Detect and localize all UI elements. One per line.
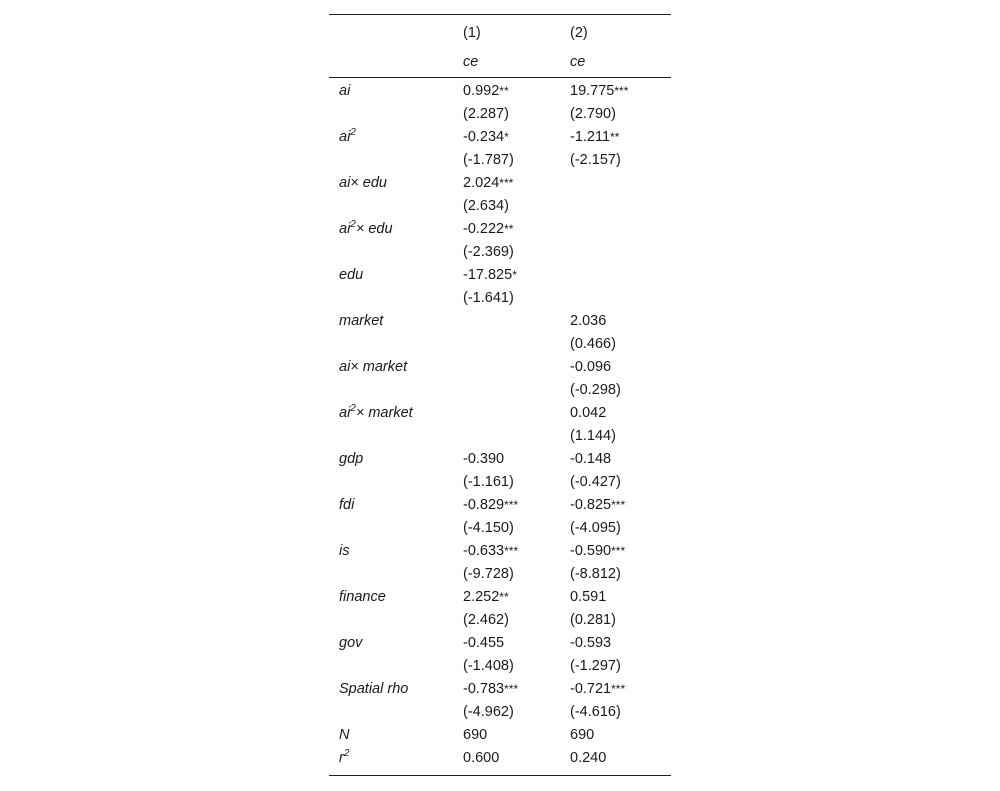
- cell-model-1: [463, 151, 514, 170]
- cell-model-1: [463, 174, 513, 193]
- cell-model-2: [570, 542, 625, 561]
- cell-value: (-1.161): [463, 474, 514, 490]
- cell-value: (-4.616): [570, 704, 621, 720]
- table-row: [329, 218, 671, 241]
- table-row: [329, 172, 671, 195]
- cell-value: -1.211: [570, 129, 611, 145]
- significance-stars: **: [504, 222, 514, 236]
- cell-value: (2.790): [570, 106, 616, 122]
- cell-model-1: [463, 588, 509, 607]
- cell-value: (2.462): [463, 612, 509, 628]
- cell-model-1: [463, 611, 509, 630]
- cell-value: 0.042: [570, 405, 607, 421]
- cell-model-1: [463, 82, 509, 101]
- row-label-base: ai: [339, 405, 351, 421]
- row-label-suffix: × edu: [350, 175, 387, 191]
- cell-model-2: [570, 565, 621, 584]
- table-row: [329, 356, 671, 379]
- table-row: [329, 126, 671, 149]
- cell-model-1: [463, 220, 513, 239]
- row-label-base: fdi: [339, 497, 355, 513]
- cell-model-2: [570, 427, 616, 446]
- row-label: [339, 634, 362, 653]
- row-label: [339, 404, 413, 423]
- cell-value: -0.721: [570, 681, 612, 697]
- table-body: [329, 78, 671, 770]
- table-row: [329, 632, 671, 655]
- row-label-base: gov: [339, 635, 363, 651]
- cell-value: (-1.408): [463, 658, 514, 674]
- table-row: [329, 586, 671, 609]
- cell-model-2: [570, 128, 619, 147]
- cell-value: 690: [570, 727, 595, 743]
- cell-value: (-4.150): [463, 520, 514, 536]
- cell-model-1: [463, 565, 514, 584]
- cell-value: 0.600: [463, 750, 500, 766]
- cell-value: 19.775: [570, 83, 615, 99]
- table-row: [329, 563, 671, 586]
- row-label: [339, 588, 386, 607]
- cell-model-2: [570, 151, 621, 170]
- cell-value: (-8.812): [570, 566, 621, 582]
- cell-value: (1.144): [570, 428, 616, 444]
- cell-model-1: [463, 473, 514, 492]
- cell-value: -0.222: [463, 221, 505, 237]
- cell-value: (-1.641): [463, 290, 514, 306]
- table-row: [329, 80, 671, 103]
- cell-model-1: [463, 289, 514, 308]
- cell-model-1: [463, 519, 514, 538]
- cell-model-2: [570, 312, 606, 331]
- table-row: [329, 655, 671, 678]
- depvar-header-1: ce: [463, 54, 479, 70]
- cell-value: -0.633: [463, 543, 505, 559]
- significance-stars: ***: [504, 498, 519, 512]
- cell-model-1: [463, 703, 514, 722]
- cell-value: (-4.095): [570, 520, 621, 536]
- significance-stars: *: [512, 268, 517, 282]
- table-row: [329, 494, 671, 517]
- cell-model-1: [463, 197, 509, 216]
- row-label: [339, 128, 356, 147]
- cell-value: 0.240: [570, 750, 607, 766]
- cell-model-2: [570, 381, 621, 400]
- table-row: [329, 103, 671, 126]
- table-row: [329, 379, 671, 402]
- cell-value: (0.466): [570, 336, 616, 352]
- cell-model-1: [463, 243, 514, 262]
- row-label-suffix: × market: [350, 359, 408, 375]
- depvar-header-2: ce: [570, 54, 586, 70]
- table-row: [329, 333, 671, 356]
- cell-model-2: [570, 749, 606, 768]
- cell-value: (-1.297): [570, 658, 621, 674]
- significance-stars: **: [499, 590, 509, 604]
- row-label-base: is: [339, 543, 350, 559]
- table-row: [329, 402, 671, 425]
- cell-model-1: [463, 680, 518, 699]
- cell-value: (-4.962): [463, 704, 514, 720]
- row-label: [339, 726, 349, 745]
- cell-value: (2.287): [463, 106, 509, 122]
- table-row: [329, 678, 671, 701]
- cell-value: -17.825: [463, 267, 513, 283]
- table-row: [329, 195, 671, 218]
- row-label: [339, 496, 354, 515]
- cell-model-1: [463, 105, 509, 124]
- significance-stars: *: [504, 130, 509, 144]
- cell-value: 2.024: [463, 175, 500, 191]
- significance-stars: ***: [611, 544, 626, 558]
- cell-value: 2.036: [570, 313, 607, 329]
- cell-value: (0.281): [570, 612, 616, 628]
- cell-value: -0.590: [570, 543, 612, 559]
- cell-model-2: [570, 588, 606, 607]
- table-row: [329, 448, 671, 471]
- row-label-base: ai: [339, 129, 351, 145]
- significance-stars: ***: [504, 544, 519, 558]
- row-label-base: r: [339, 750, 344, 766]
- significance-stars: ***: [614, 84, 629, 98]
- row-label-suffix: × edu: [355, 221, 393, 237]
- cell-model-2: [570, 335, 616, 354]
- row-label: [339, 266, 363, 285]
- table-row: [329, 287, 671, 310]
- row-label-base: finance: [339, 589, 386, 605]
- cell-value: (-9.728): [463, 566, 514, 582]
- table-row: [329, 310, 671, 333]
- row-label-base: Spatial rho: [339, 681, 409, 697]
- row-label: [339, 312, 383, 331]
- column-header-2: (2): [570, 25, 588, 41]
- row-label-superscript: 2: [350, 127, 356, 138]
- cell-value: (-1.787): [463, 152, 514, 168]
- cell-model-2: [570, 358, 611, 377]
- row-label-suffix: × market: [355, 405, 413, 421]
- header-row-depvars: [329, 46, 671, 77]
- cell-value: 0.992: [463, 83, 500, 99]
- table-row: [329, 471, 671, 494]
- cell-model-2: [570, 105, 616, 124]
- significance-stars: ***: [611, 682, 626, 696]
- table-row: [329, 701, 671, 724]
- cell-model-1: [463, 542, 518, 561]
- table-row: [329, 724, 671, 747]
- row-label: [339, 542, 349, 561]
- header-row-columns: [329, 15, 671, 46]
- cell-model-1: [463, 726, 487, 745]
- significance-stars: ***: [499, 176, 514, 190]
- cell-value: (-0.427): [570, 474, 621, 490]
- cell-model-2: [570, 657, 621, 676]
- cell-model-2: [570, 726, 594, 745]
- cell-model-2: [570, 496, 625, 515]
- cell-model-2: [570, 404, 606, 423]
- table-row: [329, 517, 671, 540]
- table-row: [329, 264, 671, 287]
- cell-value: 2.252: [463, 589, 500, 605]
- table-row: [329, 241, 671, 264]
- cell-model-2: [570, 611, 616, 630]
- cell-value: (-2.157): [570, 152, 621, 168]
- cell-value: -0.455: [463, 635, 505, 651]
- significance-stars: **: [499, 84, 509, 98]
- cell-value: -0.829: [463, 497, 505, 513]
- row-label-base: N: [339, 727, 350, 743]
- significance-stars: ***: [504, 682, 519, 696]
- cell-value: -0.593: [570, 635, 612, 651]
- bottom-rule: [329, 775, 671, 776]
- cell-model-2: [570, 473, 621, 492]
- row-label-base: gdp: [339, 451, 364, 467]
- cell-model-2: [570, 703, 621, 722]
- significance-stars: **: [610, 130, 620, 144]
- row-label-base: ai: [339, 359, 351, 375]
- cell-model-1: [463, 634, 504, 653]
- row-label: [339, 680, 408, 699]
- row-label: [339, 174, 387, 193]
- cell-value: (-0.298): [570, 382, 621, 398]
- table-row: [329, 425, 671, 448]
- row-label-base: edu: [339, 267, 364, 283]
- cell-value: -0.234: [463, 129, 505, 145]
- cell-model-2: [570, 450, 611, 469]
- row-label: [339, 450, 363, 469]
- row-label-superscript: 2: [350, 219, 356, 230]
- cell-model-1: [463, 749, 499, 768]
- cell-value: -0.825: [570, 497, 612, 513]
- row-label-base: ai: [339, 221, 351, 237]
- cell-model-2: [570, 680, 625, 699]
- table-row: [329, 609, 671, 632]
- table-row: [329, 747, 671, 770]
- row-label: [339, 358, 407, 377]
- cell-model-2: [570, 519, 621, 538]
- column-header-1: (1): [463, 25, 481, 41]
- cell-model-1: [463, 128, 509, 147]
- cell-value: -0.148: [570, 451, 612, 467]
- row-label-base: ai: [339, 175, 351, 191]
- cell-value: -0.783: [463, 681, 505, 697]
- table-row: [329, 149, 671, 172]
- table-row: [329, 540, 671, 563]
- cell-value: (-2.369): [463, 244, 514, 260]
- cell-value: 690: [463, 727, 488, 743]
- row-label: [339, 749, 349, 768]
- row-label: [339, 82, 350, 101]
- cell-model-2: [570, 634, 611, 653]
- cell-model-1: [463, 450, 504, 469]
- row-label-base: market: [339, 313, 384, 329]
- cell-model-1: [463, 496, 518, 515]
- cell-model-1: [463, 657, 514, 676]
- row-label-superscript: 2: [343, 748, 350, 759]
- significance-stars: ***: [611, 498, 626, 512]
- cell-model-1: [463, 266, 517, 285]
- cell-value: -0.096: [570, 359, 612, 375]
- row-label: [339, 220, 393, 239]
- cell-value: -0.390: [463, 451, 505, 467]
- row-label-superscript: 2: [350, 403, 356, 414]
- regression-table: [329, 14, 671, 776]
- cell-model-2: [570, 82, 628, 101]
- cell-value: 0.591: [570, 589, 607, 605]
- row-label-base: ai: [339, 83, 351, 99]
- cell-value: (2.634): [463, 198, 509, 214]
